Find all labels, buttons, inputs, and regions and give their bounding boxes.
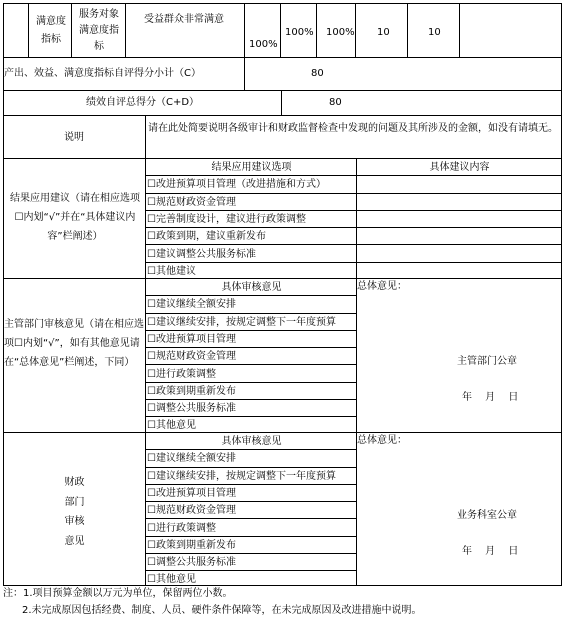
dept-option-row[interactable] (146, 331, 356, 348)
actual-value: 100% (285, 27, 314, 38)
content-row (357, 228, 561, 245)
finance-option-row[interactable] (146, 485, 356, 502)
finance-seal: 业务科室公章 (457, 510, 517, 521)
explanation-label-cell (3, 115, 146, 159)
finance-option-7[interactable]: ☐调整公共服务标准 (147, 557, 236, 569)
explanation-text-cell (145, 115, 562, 159)
dept-option-row[interactable] (146, 366, 356, 383)
subtotal-value: 80 (311, 68, 324, 79)
dept-option-row[interactable] (146, 296, 356, 313)
finance-label-line: 意见 (64, 535, 85, 547)
dept-option-row[interactable] (146, 400, 356, 417)
dept-seal: 主管部门公章 (457, 356, 517, 367)
subtotal-value-cell (244, 57, 562, 91)
dept-option-5[interactable]: ☐进行政策调整 (147, 368, 216, 380)
explanation-label: 说明 (64, 132, 84, 143)
subtotal-label: 产出、效益、满意度指标自评得分小计（C） (4, 68, 201, 79)
top-row-col2 (71, 3, 126, 58)
dept-options-header (146, 279, 356, 296)
dept-label-cell (3, 278, 146, 433)
result-option-row[interactable] (146, 176, 356, 193)
finance-label-line: 财政 (64, 477, 85, 488)
result-option-row[interactable] (146, 228, 356, 245)
result-option-6[interactable]: ☐其他建议 (147, 265, 196, 277)
dept-option-6[interactable]: ☐政策到期重新发布 (147, 385, 236, 397)
result-option-3[interactable]: ☐完善制度设计，建议进行政策调整 (147, 213, 306, 225)
top-row-col5 (280, 3, 317, 58)
result-option-2[interactable]: ☐规范财政资金管理 (147, 196, 236, 208)
result-content-cell (356, 158, 562, 279)
finance-option-8[interactable]: ☐其他意见 (147, 574, 196, 586)
dept-date: 年 月 日 (462, 392, 519, 403)
dept-options-cell (145, 278, 357, 433)
total-value: 80 (329, 97, 342, 108)
dept-option-row[interactable] (146, 348, 356, 365)
content-row (357, 211, 561, 228)
finance-options-cell (145, 432, 357, 586)
finance-options-header-label: 具体审核意见 (221, 436, 282, 447)
metric-category-label: 满意度指标 (36, 16, 66, 45)
note-line-1: 注：1.项目预算金额以万元为单位，保留两位小数。 (3, 588, 233, 599)
content-row (357, 176, 561, 193)
dept-overall-label: 总体意见： (357, 281, 407, 292)
total-label-cell (3, 90, 282, 116)
explanation-text: 请在此处简要说明各级审计和财政监督检查中发现的问题及其所涉及的金额，如没有请填无。 (148, 123, 558, 134)
result-option-row[interactable] (146, 246, 356, 263)
finance-option-row[interactable] (146, 450, 356, 467)
top-row-col8 (407, 3, 460, 58)
dept-option-row[interactable] (146, 314, 356, 331)
finance-option-5[interactable]: ☐进行政策调整 (147, 522, 216, 534)
finance-option-2[interactable]: ☐建议继续安排，按规定调整下一年度预算 (147, 470, 336, 482)
metric-subcategory-label: 服务对象满意度指标 (79, 9, 119, 52)
result-label-cell (3, 158, 146, 279)
finance-option-row[interactable] (146, 537, 356, 554)
finance-label-line: 审核 (64, 516, 85, 527)
finance-option-6[interactable]: ☐政策到期重新发布 (147, 539, 236, 551)
finance-label-cell (3, 432, 146, 586)
total-label: 绩效自评总得分（C+D） (86, 97, 200, 108)
top-row-col3 (125, 3, 245, 58)
dept-option-2[interactable]: ☐建议继续安排，按规定调整下一年度预算 (147, 316, 336, 328)
dept-option-1[interactable]: ☐建议继续全额安排 (147, 299, 236, 311)
result-options-cell (145, 158, 357, 279)
result-options-header (146, 159, 356, 176)
dept-option-7[interactable]: ☐调整公共服务标准 (147, 403, 236, 415)
result-content-header (357, 159, 561, 176)
total-value-cell (281, 90, 562, 116)
finance-label (4, 473, 145, 551)
weight-score: 10 (377, 27, 390, 38)
dept-options-header-label: 具体审核意见 (221, 282, 282, 293)
finance-options-header (146, 433, 356, 450)
finance-option-1[interactable]: ☐建议继续全额安排 (147, 453, 236, 465)
result-label: 结果应用建议（请在相应选项☐内划“√”并在“具体建议内容”栏阐述） (10, 193, 140, 242)
top-row-col7 (355, 3, 408, 58)
completion-rate: 100% (326, 27, 355, 38)
metric-indicator-label: 受益群众非常满意 (144, 14, 224, 25)
dept-option-8[interactable]: ☐其他意见 (147, 420, 196, 432)
dept-overall-cell (356, 278, 562, 433)
result-option-row[interactable] (146, 211, 356, 228)
note-line-2: 2.未完成原因包括经费、制度、人员、硬件条件保障等，在未完成原因及改进措施中说明。 (22, 605, 422, 616)
finance-option-row[interactable] (146, 520, 356, 537)
self-score: 10 (428, 27, 441, 38)
dept-label: 主管部门审核意见（请在相应选项☐内划“√”，如有其他意见请在“总体意见”栏阐述，下同） (4, 319, 144, 368)
top-row-col9 (459, 3, 562, 58)
result-options-header-label: 结果应用建议选项 (211, 162, 292, 173)
dept-option-4[interactable]: ☐规范财政资金管理 (147, 351, 236, 363)
top-row-col0 (3, 3, 29, 58)
result-option-4[interactable]: ☐政策到期，建议重新发布 (147, 231, 266, 243)
content-row (357, 246, 561, 263)
top-row-col4 (244, 3, 281, 58)
content-row (357, 194, 561, 211)
finance-overall-label: 总体意见： (357, 435, 407, 446)
annual-target-value: 100% (249, 39, 278, 50)
result-option-5[interactable]: ☐建议调整公共服务标准 (147, 248, 256, 260)
finance-label-line: 部门 (64, 496, 85, 508)
top-row-col6 (316, 3, 356, 58)
finance-overall-cell (356, 432, 562, 586)
finance-option-row[interactable] (146, 554, 356, 571)
result-option-row[interactable] (146, 194, 356, 211)
finance-option-4[interactable]: ☐规范财政资金管理 (147, 505, 236, 517)
finance-option-row[interactable] (146, 468, 356, 485)
dept-option-3[interactable]: ☐改进预算项目管理 (147, 333, 236, 345)
result-option-1[interactable]: ☐改进预算项目管理（改进措施和方式） (147, 179, 326, 191)
dept-option-row[interactable] (146, 383, 356, 400)
result-content-header-label: 具体建议内容 (429, 162, 490, 173)
finance-date: 年 月 日 (462, 546, 519, 557)
subtotal-label-cell (3, 57, 245, 91)
finance-option-row[interactable] (146, 502, 356, 519)
top-row-col1 (28, 3, 72, 58)
finance-option-3[interactable]: ☐改进预算项目管理 (147, 487, 236, 499)
